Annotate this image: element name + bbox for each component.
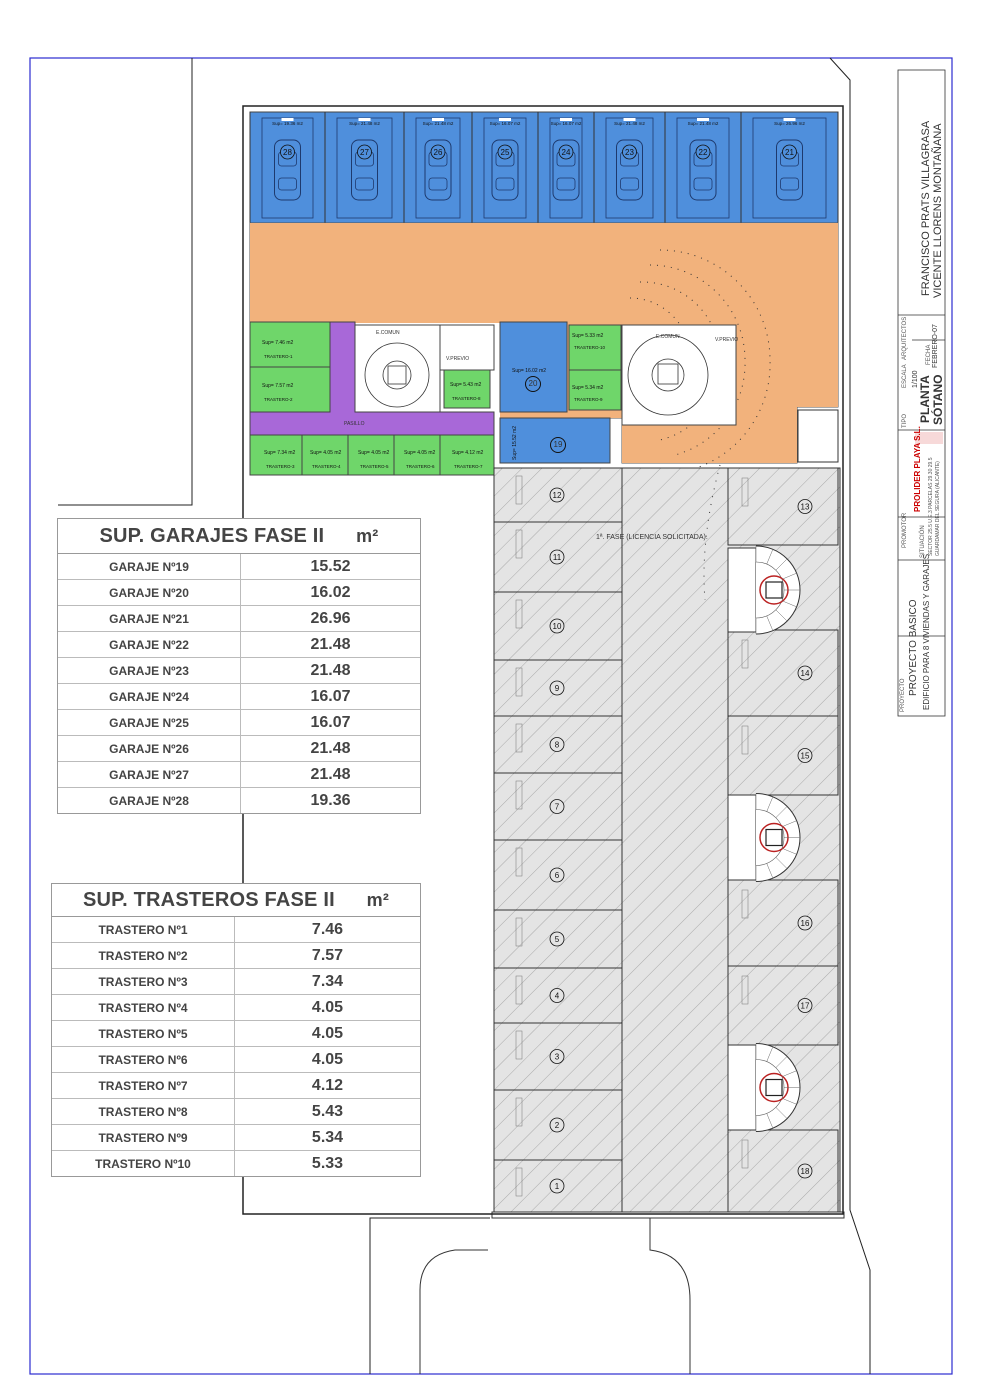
storage-area-label: Sup= 4.05 m2	[404, 450, 436, 456]
garage-row-value: 21.48	[310, 739, 351, 757]
garage-row	[58, 606, 420, 632]
storage-row-label: TRASTERO Nº10	[52, 1151, 235, 1176]
garage-row-label: GARAJE Nº28	[58, 788, 241, 813]
parking-number: 2	[554, 1121, 560, 1130]
tipo-label: TIPO	[902, 413, 908, 428]
garages-table-header	[58, 519, 420, 554]
storage-row	[52, 995, 420, 1021]
storage-row-value: 5.43	[311, 1102, 344, 1120]
storage-name-label: TRASTERO-4	[312, 464, 341, 469]
storage-row	[52, 1047, 420, 1073]
garages-area-table	[57, 518, 421, 814]
storage-area-label: Sup= 4.12 m2	[452, 450, 484, 456]
storage-name-label: TRASTERO-1	[264, 354, 293, 359]
storage-name-label: TRASTERO-7	[454, 464, 483, 469]
garage-row-label: GARAJE Nº20	[58, 580, 241, 605]
top-garages-band	[250, 112, 838, 223]
garage-number: 22	[698, 148, 708, 157]
storage-name-label: TRASTERO-6	[406, 464, 435, 469]
garage-number: 26	[433, 148, 443, 157]
escomun-left-label: E.COMUN	[376, 330, 400, 336]
garage-number: 25	[500, 148, 510, 157]
proyecto-line2: EDIFICIO PARA 8 VIVIENDAS Y GARAJES	[922, 553, 931, 710]
pasillo-label: PASILLO	[344, 421, 365, 427]
garage-area-label: Sup= 21.48 m2	[422, 121, 454, 126]
stair-landing	[728, 795, 756, 880]
garage-row-value: 15.52	[310, 557, 351, 575]
storage-row-label: TRASTERO Nº8	[52, 1099, 235, 1124]
promotor-value: PROLIDER PLAYA S.L.	[913, 426, 922, 512]
garage-19-sup: Sup= 15.52 m2	[512, 425, 518, 460]
garage-area-label: Sup= 21.48 m2	[687, 121, 719, 126]
garage-number: 27	[360, 148, 369, 157]
garage-row	[58, 554, 420, 580]
garage-area-label: Sup= 21.48 m2	[349, 121, 380, 126]
garage-20-number: 20	[525, 376, 541, 392]
parking-number: 3	[554, 1052, 560, 1062]
garage-area-label: Sup= 26.96 m2	[774, 121, 805, 126]
storage-row-value: 7.46	[311, 920, 344, 938]
storage-table-unit: m²	[366, 890, 390, 910]
plan-title-line2: SÓTANO	[931, 374, 945, 425]
date-value: FEBRERO-07	[932, 324, 939, 368]
storage-name-label: TRASTERO-5	[360, 464, 389, 469]
parking-number: 10	[552, 622, 562, 631]
storage-area-table	[51, 883, 421, 1177]
garage-row-label: GARAJE Nº25	[58, 710, 241, 735]
parking-number: 13	[800, 502, 810, 512]
storage-row-label: TRASTERO Nº1	[52, 917, 235, 942]
storage-row	[52, 1073, 420, 1099]
storage-area-label: Sup= 4.05 m2	[310, 450, 342, 456]
storage-row	[52, 917, 420, 943]
storage-row-value: 5.34	[311, 1128, 344, 1146]
parking-number: 15	[800, 751, 810, 761]
parking-number: 12	[552, 491, 562, 500]
service-room	[798, 410, 838, 462]
garage-row	[58, 658, 420, 684]
garage-row-value: 21.48	[310, 661, 351, 679]
phase1-label: 1ª. FASE (LICENCIA SOLICITADA).	[596, 534, 708, 541]
storage-row-label: TRASTERO Nº5	[52, 1021, 235, 1046]
scale-label: ESCALA	[902, 364, 908, 388]
garage-row-label: GARAJE Nº27	[58, 762, 241, 787]
storage-name-label: TRASTERO-10	[574, 345, 606, 350]
architects-line1: FRANCISCO PRATS VILLAGRASA	[920, 120, 932, 296]
parking-number: 9	[554, 684, 560, 693]
storage-row-value: 7.57	[311, 946, 344, 964]
vprevio-right-label: V.PREVIO	[715, 337, 739, 343]
parking-number: 17	[800, 1001, 810, 1011]
garage-row-label: GARAJE Nº26	[58, 736, 241, 761]
garage-row-value: 19.36	[310, 791, 351, 809]
situacion-line1: SECTOR 25.5 U.E.3 PARCELAS 29.30 29.5	[928, 457, 934, 556]
garage-number: 24	[561, 148, 571, 157]
plan-title-line1: PLANTA	[918, 375, 932, 423]
garage-19-number: 19	[550, 437, 566, 453]
garage-row-label: GARAJE Nº19	[58, 554, 241, 579]
storage-row	[52, 969, 420, 995]
garage-area-label: Sup= 19.36 m2	[272, 121, 303, 126]
garage-number: 21	[785, 148, 794, 157]
parking-number: 5	[554, 935, 560, 944]
promotor-label: PROMOTOR	[902, 512, 908, 548]
storage-area-label: Sup= 5.43 m2	[450, 382, 482, 388]
garage-row-value: 21.48	[310, 765, 351, 783]
scale-value: 1/100	[912, 370, 919, 388]
garage-row	[58, 736, 420, 762]
storage-row-value: 5.33	[311, 1154, 344, 1172]
storage-row-value: 4.12	[311, 1076, 344, 1094]
storage-name-label: TRASTERO-2	[264, 397, 293, 402]
garage-row	[58, 710, 420, 736]
garage-row-value: 21.48	[310, 635, 351, 653]
storage-row	[52, 1151, 420, 1176]
storage-row	[52, 943, 420, 969]
storage-area-label: Sup= 5.33 m2	[572, 333, 604, 339]
architects-label: ARQUITECTOS	[902, 316, 908, 360]
storage-row-label: TRASTERO Nº7	[52, 1073, 235, 1098]
storage-row	[52, 1125, 420, 1151]
garage-number: 28	[283, 148, 292, 157]
parking-number: 6	[554, 871, 560, 880]
storage-row-label: TRASTERO Nº2	[52, 943, 235, 968]
escomun-right-label: E.COMUN	[656, 334, 680, 340]
garage-row-value: 16.07	[310, 713, 351, 731]
storage-row-value: 4.05	[311, 1050, 344, 1068]
storage-row-label: TRASTERO Nº3	[52, 969, 235, 994]
storage-area-label: Sup= 5.34 m2	[572, 385, 604, 391]
garage-area-label: Sup= 16.07 m2	[489, 121, 521, 126]
garage-row	[58, 684, 420, 710]
parking-number: 4	[554, 991, 560, 1001]
storage-area-label: Sup= 7.46 m2	[262, 340, 294, 346]
garage-row	[58, 788, 420, 813]
storage-name-label: TRASTERO-8	[452, 396, 481, 401]
storage-area-label: Sup= 4.05 m2	[358, 450, 390, 456]
storage-name-label: TRASTERO-9	[574, 397, 603, 402]
storage-table-title: SUP. TRASTEROS FASE II	[82, 889, 335, 911]
garage-row-value: 16.02	[310, 583, 351, 601]
garage-row	[58, 762, 420, 788]
vprevio-left-label: V.PREVIO	[446, 356, 470, 362]
situacion-line2: GUARDAMAR DEL SEGURA (ALICANTE)	[935, 461, 941, 556]
garage-row-label: GARAJE Nº23	[58, 658, 241, 683]
stair-landing	[728, 1045, 756, 1130]
storage-row-value: 7.34	[311, 972, 344, 990]
storage-row	[52, 1099, 420, 1125]
garage-20-sup: Sup= 16.02 m2	[512, 368, 547, 374]
garage-row-value: 26.96	[310, 609, 351, 627]
garage-row-label: GARAJE Nº22	[58, 632, 241, 657]
storage-row-label: TRASTERO Nº9	[52, 1125, 235, 1150]
storage-table-header	[52, 884, 420, 917]
storage-row	[52, 1021, 420, 1047]
situacion-label: SITUACIÓN	[920, 525, 926, 558]
garage-area-label: Sup= 21.48 m2	[614, 121, 645, 126]
storage-row-label: TRASTERO Nº4	[52, 995, 235, 1020]
garage-row-label: GARAJE Nº24	[58, 684, 241, 709]
parking-number: 1	[554, 1182, 560, 1191]
proyecto-label: PROYECTO	[900, 678, 906, 712]
storage-name-label: TRASTERO-3	[266, 464, 295, 469]
garages-table-title: SUP. GARAJES FASE II	[99, 525, 325, 547]
date-label: FECHA	[926, 344, 932, 365]
storage-row-label: TRASTERO Nº6	[52, 1047, 235, 1072]
storage-area-label: Sup= 7.34 m2	[264, 450, 296, 456]
parking-number: 18	[800, 1167, 810, 1176]
storage-area-label: Sup= 7.57 m2	[262, 383, 294, 389]
stair-landing	[728, 548, 756, 632]
parking-number: 11	[552, 553, 562, 562]
storage-row-value: 4.05	[311, 1024, 344, 1042]
storage-row-value: 4.05	[311, 998, 344, 1016]
architects-line2: VICENTE LLORENS MONTAÑANA	[932, 123, 944, 298]
parking-number: 7	[554, 802, 560, 812]
garage-area-label: Sup= 16.07 m2	[550, 121, 582, 126]
proyecto-line1: PROYECTO BASICO	[908, 599, 919, 696]
garage-row	[58, 632, 420, 658]
parking-number: 8	[554, 740, 560, 750]
parking-number: 16	[800, 919, 810, 928]
entrance-curve	[420, 1250, 488, 1374]
garage-number: 23	[625, 148, 634, 157]
parking-number: 14	[800, 669, 810, 678]
garages-table-unit: m²	[356, 526, 379, 546]
garage-row-value: 16.07	[310, 687, 351, 705]
garage-row-label: GARAJE Nº21	[58, 606, 241, 631]
garage-row	[58, 580, 420, 606]
site-boundary	[58, 58, 192, 505]
